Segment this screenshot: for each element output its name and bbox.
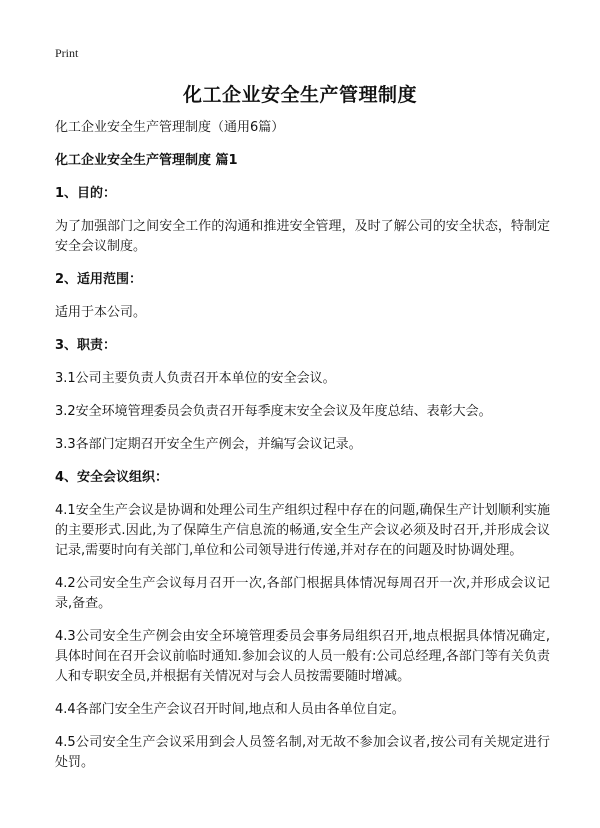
content-blocks <box>55 184 550 773</box>
section-heading: 2、适用范围： <box>55 272 143 287</box>
document-subtitle: 化工企业安全生产管理制度（通用6篇） <box>55 120 285 135</box>
section-title: 化工企业安全生产管理制度 篇1 <box>55 153 238 168</box>
paragraph: 4.1安全生产会议是协调和处理公司生产组织过程中存在的问题,确保生产计划顺利实施的主要形式.因此,为了保障生产信息流的畅通,安全生产会议必须及时召开,并形成会议记录,需要时向有关部门,单位和公司领导进行传递,并对存在的问题及时协调处理。 <box>55 503 550 558</box>
paragraph: 为了加强部门之间安全工作的沟通和推进安全管理，及时了解公司的安全状态，特制定安全会议制度。 <box>55 219 550 254</box>
section-heading: 1、目的： <box>55 186 117 201</box>
paragraph: 4.4各部门安全生产会议召开时间,地点和人员由各单位自定。 <box>55 702 405 717</box>
paragraph: 4.5公司安全生产会议采用到会人员签名制,对无故不参加会议者,按公司有关规定进行处罚。 <box>55 735 550 770</box>
document-body <box>55 118 550 786</box>
paragraph: 3.2安全环境管理委员会负责召开每季度末安全会议及年度总结、表彰大会。 <box>55 404 492 419</box>
section-heading: 4、安全会议组织： <box>55 470 169 485</box>
print-label[interactable]: Print <box>55 46 79 60</box>
paragraph: 3.3各部门定期召开安全生产例会，并编写会议记录。 <box>55 437 362 452</box>
paragraph: 适用于本公司。 <box>55 305 147 320</box>
paragraph: 3.1公司主要负责人负责召开本单位的安全会议。 <box>55 371 336 386</box>
document-title: 化工企业安全生产管理制度 <box>182 84 417 106</box>
paragraph: 4.3公司安全生产例会由安全环境管理委员会事务局组织召开,地点根据具体情况确定,具体时间在召开会议前临时通知.参加会议的人员一般有:公司总经理,各部门等有关负责人和专职安全员,并根据有关情况对与会人员按需要随时增减。 <box>55 629 550 684</box>
paragraph: 4.2公司安全生产会议每月召开一次,各部门根据具体情况每周召开一次,并形成会议记录,备查。 <box>55 576 550 611</box>
section-heading: 3、职责： <box>55 338 117 353</box>
